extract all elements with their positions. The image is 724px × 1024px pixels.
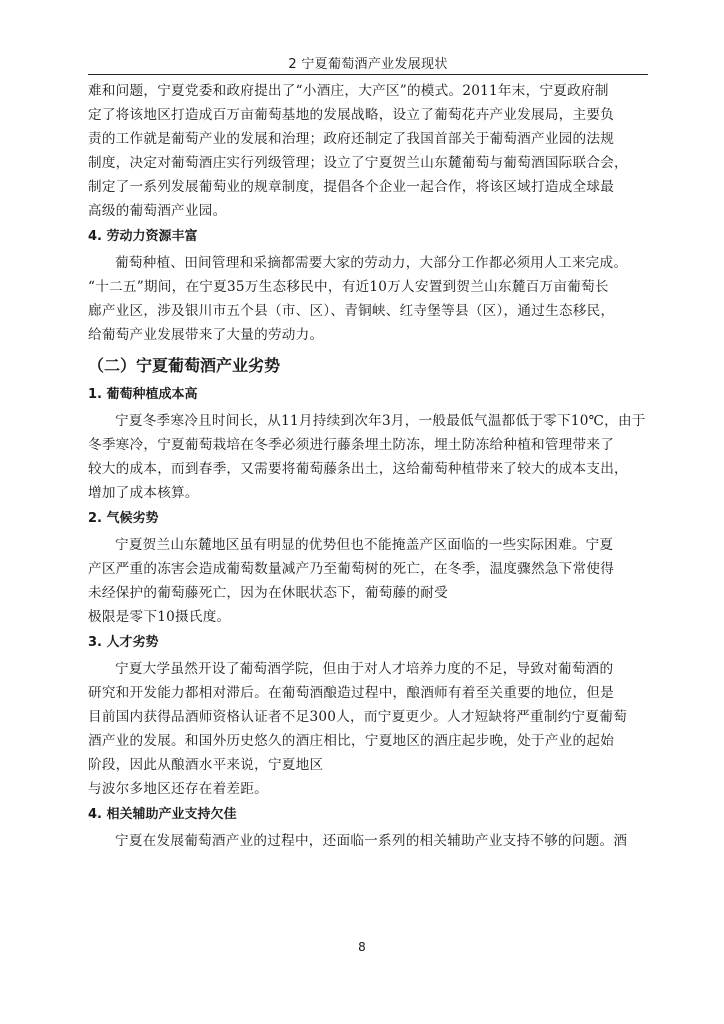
body-line: 未经保护的葡萄藤死亡，因为在休眠状态下，葡萄藤的耐受: [88, 585, 448, 601]
body-line: 制定了一系列发展葡萄业的规章制度，提倡各个企业一起合作，将该区域打造成全球最: [88, 179, 615, 195]
body-line: “十二五”期间，在宁夏35万生态移民中，有近10万人安置到贺兰山东麓百万亩葡萄长: [88, 279, 609, 295]
body-line: 难和问题，宁夏党委和政府提出了“小酒庄，大产区”的模式。2011年末，宁夏政府制: [88, 83, 609, 99]
body-line: 研究和开发能力都相对滞后。在葡萄酒酿造过程中，酿酒师有着至关重要的地位，但是: [88, 685, 615, 701]
body-line: 目前国内获得品酒师资格认证者不足300人，而宁夏更少。人才短缺将严重制约宁夏葡萄: [88, 709, 627, 725]
body-line: 宁夏贺兰山东麓地区虽有明显的优势但也不能掩盖产区面临的一些实际困难。宁夏: [115, 537, 614, 553]
body-line: 廊产业区，涉及银川市五个县（市、区）、青铜峡、红寺堡等县（区），通过生态移民，: [88, 303, 615, 319]
body-line: 增加了成本核算。: [88, 485, 199, 501]
body-line: 制度，决定对葡萄酒庄实行列级管理；设立了宁夏贺兰山东麓葡萄与葡萄酒国际联合会，: [88, 155, 628, 171]
header-title: 2 宁夏葡萄酒产业发展现状: [288, 57, 448, 72]
subheading-cost: 1. 葡萄种植成本高: [88, 387, 198, 402]
body-line: 较大的成本，而到春季，又需要将葡萄藤条出土，这给葡萄种植带来了较大的成本支出，: [88, 461, 628, 477]
subheading-labor: 4. 劳动力资源丰富: [88, 229, 198, 244]
body-line: 阶段，因此从酿酒水平来说，宁夏地区: [88, 757, 324, 773]
body-line: 极限是零下10摄氏度。: [88, 609, 231, 625]
body-line: 葡萄种植、田间管理和采摘都需要大家的劳动力，大部分工作都必须用人工来完成。: [115, 255, 628, 271]
body-line: 酒产业的发展。和国外历史悠久的酒庄相比，宁夏地区的酒庄起步晚，处于产业的起始: [88, 733, 615, 749]
subheading-climate: 2. 气候劣势: [88, 511, 159, 526]
body-line: 产区严重的冻害会造成葡萄数量减产乃至葡萄树的死亡，在冬季，温度骤然急下常使得: [88, 561, 615, 577]
body-line: 冬季寒冷，宁夏葡萄栽培在冬季必须进行藤条埋土防冻，埋土防冻给种植和管理带来了: [88, 437, 615, 453]
page-header: [88, 34, 648, 75]
body-line: 宁夏大学虽然开设了葡萄酒学院，但由于对人才培养力度的不足，导致对葡萄酒的: [115, 661, 614, 677]
document-body: [88, 79, 648, 853]
body-line: 责的工作就是葡萄产业的发展和治理；政府还制定了我国首部关于葡萄酒产业园的法规: [88, 131, 615, 147]
body-line: 宁夏在发展葡萄酒产业的过程中，还面临一系列的相关辅助产业支持不够的问题。酒: [115, 833, 628, 849]
subheading-support: 4. 相关辅助产业支持欠佳: [88, 807, 237, 822]
section-title: （二）宁夏葡萄酒产业劣势: [88, 356, 281, 375]
subheading-talent: 3. 人才劣势: [88, 635, 159, 650]
body-line: 高级的葡萄酒产业园。: [88, 203, 227, 219]
body-line: 与波尔多地区还存在着差距。: [88, 781, 268, 797]
page-number: 8: [358, 940, 366, 954]
body-line: 定了将该地区打造成百万亩葡萄基地的发展战略，设立了葡萄花卉产业发展局，主要负: [88, 107, 615, 123]
body-line: 给葡萄产业发展带来了大量的劳动力。: [88, 327, 324, 343]
body-line: 宁夏冬季寒冷且时间长，从11月持续到次年3月，一般最低气温都低于零下10℃，由于: [115, 413, 646, 429]
